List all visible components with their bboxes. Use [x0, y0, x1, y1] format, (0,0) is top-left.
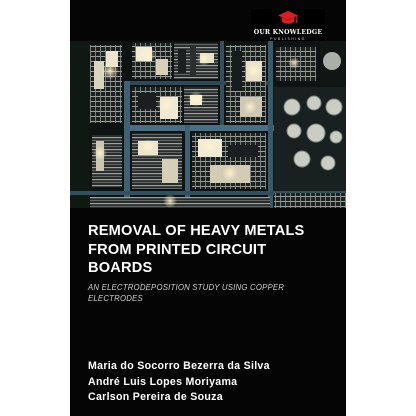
book-cover [70, 0, 346, 416]
author-name: André Luis Lopes Moriyama [88, 375, 238, 388]
author-list [88, 359, 344, 406]
author-name: Carlson Pereira de Souza [88, 391, 223, 403]
industrial-plant-aerial-photo [70, 41, 346, 208]
book-title-line: BOARDS [88, 260, 153, 276]
book-title-line: REMOVAL OF HEAVY METALS [88, 223, 305, 239]
publisher-name: OUR KNOWLEDGE [253, 29, 323, 36]
book-title [88, 222, 338, 278]
book-subtitle-line: AN ELECTRODEPOSITION STUDY USING COPPER [88, 283, 285, 292]
graduation-cap-icon [277, 10, 299, 28]
publisher-tagline: PUBLISHING [270, 37, 306, 41]
author-name: Maria do Socorro Bezerra da Silva [88, 360, 270, 372]
book-subtitle-line: ELECTRODES [88, 293, 143, 303]
book-subtitle [88, 283, 338, 304]
book-title-line: FROM PRINTED CIRCUIT [88, 241, 267, 258]
